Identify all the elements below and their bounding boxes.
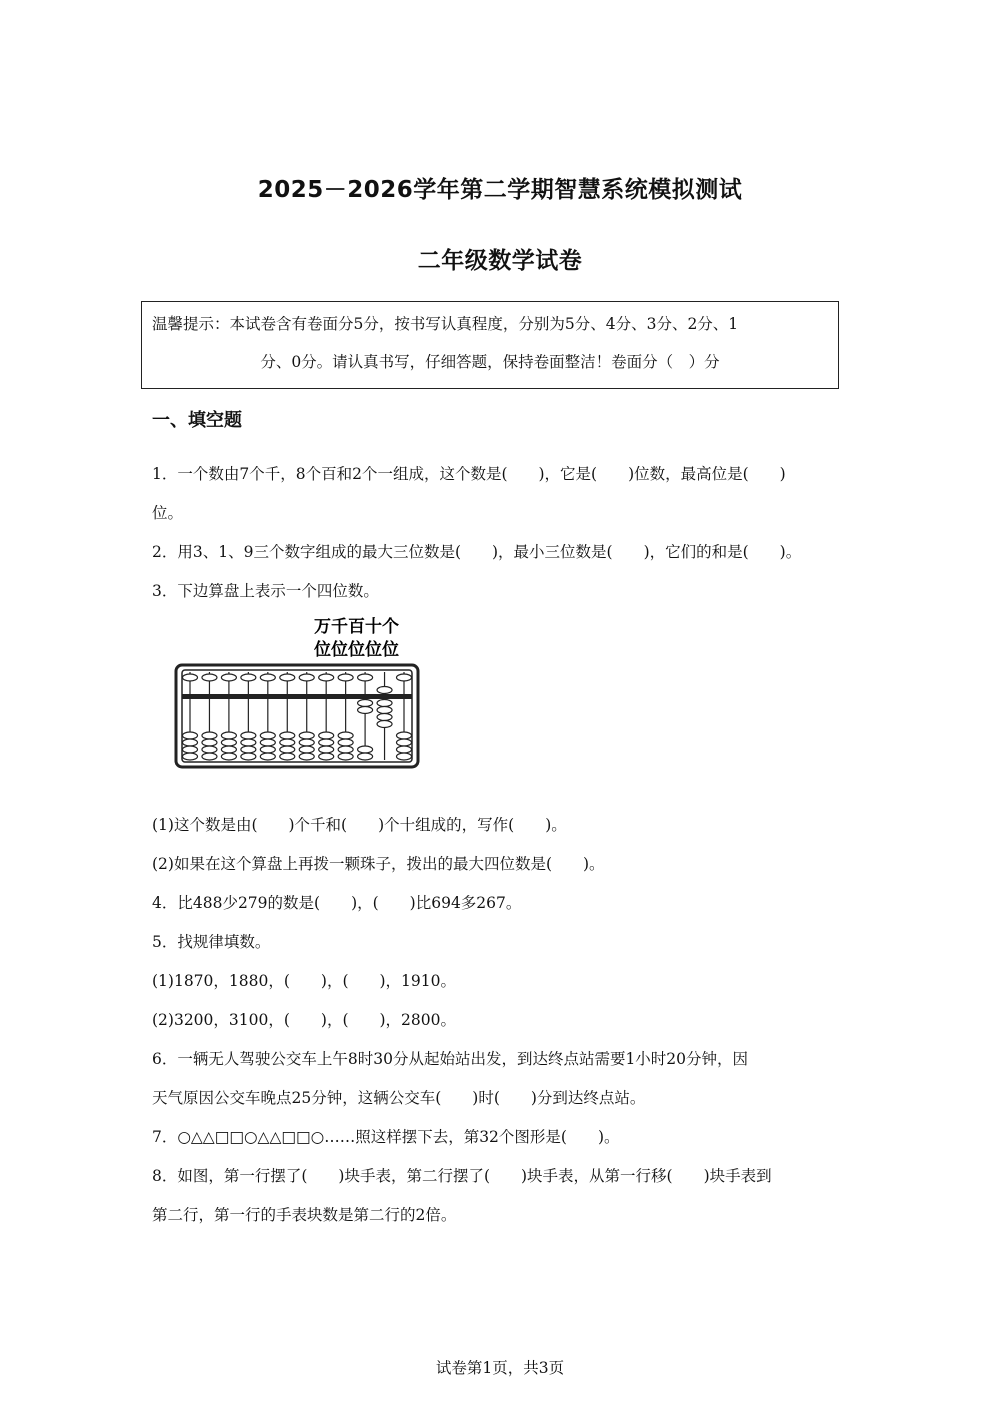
- abacus-upper-bead: [280, 674, 295, 681]
- abacus-lower-bead: [260, 753, 275, 760]
- abacus-lower-bead: [299, 732, 314, 739]
- question-5-part-1: (1)1870，1880，( )，( )，1910。: [152, 972, 456, 990]
- abacus-lower-bead: [280, 746, 295, 753]
- abacus-lower-bead: [358, 746, 373, 753]
- abacus-upper-bead: [319, 674, 334, 681]
- abacus-lower-bead: [338, 753, 353, 760]
- abacus-lower-bead: [319, 732, 334, 739]
- abacus-lower-bead: [338, 732, 353, 739]
- abacus-lower-bead: [241, 746, 256, 753]
- abacus-lower-bead: [260, 746, 275, 753]
- question-8-line-2: 第二行，第一行的手表块数是第二行的2倍。: [152, 1206, 457, 1224]
- abacus-lower-bead: [338, 746, 353, 753]
- abacus-lower-bead: [358, 707, 373, 714]
- abacus-lower-bead: [377, 700, 392, 707]
- abacus-upper-bead: [221, 674, 236, 681]
- abacus-lower-bead: [183, 746, 198, 753]
- abacus-figure: [170, 612, 430, 774]
- exam-subtitle: 二年级数学试卷: [417, 248, 583, 274]
- abacus-lower-bead: [202, 732, 217, 739]
- abacus-lower-bead: [299, 739, 314, 746]
- abacus-lower-bead: [221, 732, 236, 739]
- abacus-lower-bead: [338, 739, 353, 746]
- abacus-lower-bead: [260, 739, 275, 746]
- abacus-lower-bead: [260, 732, 275, 739]
- abacus-lower-bead: [241, 753, 256, 760]
- question-5-part-2: (2)3200，3100，( )，( )，2800。: [152, 1011, 456, 1029]
- abacus-lower-bead: [397, 739, 412, 746]
- question-1-line-1: 1．一个数由7个千，8个百和2个一组成，这个数是( )，它是( )位数，最高位是( ): [152, 465, 786, 483]
- abacus-upper-bead: [338, 674, 353, 681]
- abacus-lower-bead: [221, 746, 236, 753]
- abacus-lower-bead: [280, 753, 295, 760]
- notice-box: [141, 301, 839, 389]
- abacus-upper-bead: [377, 687, 392, 694]
- abacus-lower-bead: [358, 700, 373, 707]
- question-6-line-1: 6．一辆无人驾驶公交车上午8时30分从起始站出发，到达终点站需要1小时20分钟，因: [152, 1050, 749, 1068]
- abacus-lower-bead: [202, 739, 217, 746]
- abacus-lower-bead: [377, 721, 392, 728]
- abacus-lower-bead: [202, 746, 217, 753]
- abacus-lower-bead: [221, 739, 236, 746]
- abacus-upper-bead: [183, 674, 198, 681]
- question-6-line-2: 天气原因公交车晚点25分钟，这辆公交车( )时( )分到达终点站。: [152, 1089, 646, 1107]
- question-4: 4．比488少279的数是( )，( )比694多267。: [152, 894, 522, 912]
- abacus-lower-bead: [280, 739, 295, 746]
- question-8-line-1: 8．如图，第一行摆了( )块手表，第二行摆了( )块手表，从第一行移( )块手表到: [152, 1167, 772, 1185]
- section-heading: 一、填空题: [152, 410, 242, 431]
- abacus-lower-bead: [241, 739, 256, 746]
- question-3-part-2: (2)如果在这个算盘上再拨一颗珠子，拨出的最大四位数是( )。: [152, 855, 605, 873]
- abacus-lower-bead: [241, 732, 256, 739]
- abacus-lower-bead: [183, 739, 198, 746]
- question-7: 7．○△△□□○△△□□○……照这样摆下去，第32个图形是( )。: [152, 1128, 620, 1146]
- question-3-part-1: (1)这个数是由( )个千和( )个十组成的，写作( )。: [152, 816, 567, 834]
- abacus-upper-bead: [202, 674, 217, 681]
- abacus-lower-bead: [299, 753, 314, 760]
- abacus-lower-bead: [202, 753, 217, 760]
- abacus-lower-bead: [358, 753, 373, 760]
- abacus-lower-bead: [377, 714, 392, 721]
- abacus-lower-bead: [319, 753, 334, 760]
- abacus-upper-bead: [358, 674, 373, 681]
- abacus-lower-bead: [319, 739, 334, 746]
- abacus-label-bottom: 位位位位位: [314, 640, 399, 660]
- abacus-lower-bead: [397, 753, 412, 760]
- abacus-lower-bead: [221, 753, 236, 760]
- abacus-lower-bead: [397, 746, 412, 753]
- abacus-beam: [182, 694, 412, 699]
- question-2: 2．用3、1、9三个数字组成的最大三位数是( )，最小三位数是( )，它们的和是( )。: [152, 543, 802, 561]
- question-5: 5．找规律填数。: [152, 933, 271, 951]
- abacus-lower-bead: [397, 732, 412, 739]
- abacus-upper-bead: [397, 674, 412, 681]
- question-1-line-2: 位。: [152, 504, 184, 522]
- abacus-lower-bead: [319, 746, 334, 753]
- question-3: 3．下边算盘上表示一个四位数。: [152, 582, 379, 600]
- abacus-lower-bead: [377, 707, 392, 714]
- abacus-upper-bead: [260, 674, 275, 681]
- abacus-label-top: 万千百十个: [314, 617, 399, 637]
- abacus-drawing: [170, 612, 430, 774]
- abacus-lower-bead: [183, 732, 198, 739]
- notice-line-2: 分、0分。请认真书写，仔细答题，保持卷面整洁！卷面分（ ）分: [260, 353, 720, 371]
- abacus-lower-bead: [280, 732, 295, 739]
- exam-title: 2025－2026学年第二学期智慧系统模拟测试: [257, 177, 743, 203]
- abacus-lower-bead: [183, 753, 198, 760]
- page-footer: 试卷第1页，共3页: [435, 1359, 565, 1377]
- abacus-upper-bead: [299, 674, 314, 681]
- abacus-lower-bead: [299, 746, 314, 753]
- abacus-upper-bead: [241, 674, 256, 681]
- notice-line-1: 温馨提示：本试卷含有卷面分5分，按书写认真程度，分别为5分、4分、3分、2分、1: [152, 315, 739, 333]
